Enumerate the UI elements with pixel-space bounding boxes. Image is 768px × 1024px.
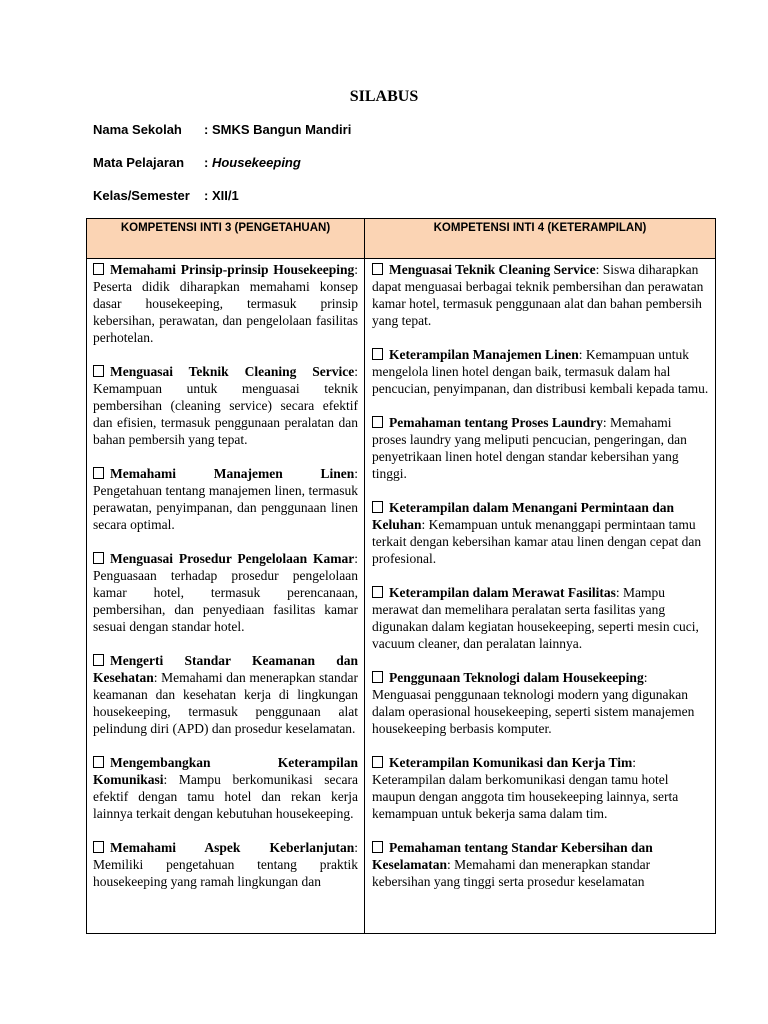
meta-value: : SMKS Bangun Mandiri — [204, 122, 352, 137]
ki3-item-title: Memahami Prinsip-prinsip Housekeeping — [110, 262, 355, 277]
ki3-item-title: Menguasai Teknik Cleaning Service — [110, 364, 355, 379]
ki4-item-title: Keterampilan Komunikasi dan Kerja Tim — [389, 755, 633, 770]
checkbox-bullet-icon — [372, 263, 383, 275]
checkbox-bullet-icon — [372, 348, 383, 360]
ki4-item — [372, 754, 709, 822]
ki3-item-desc: : Pengetahuan tentang manajemen linen, termasuk perawatan, penyimpanan, dan penggunaan linen secara optimal. — [93, 466, 358, 532]
ki4-item-desc: : Memahami dan menerapkan standar kebersihan yang tinggi serta prosedur keselamatan — [372, 857, 651, 889]
ki4-item — [372, 839, 709, 890]
checkbox-bullet-icon — [372, 501, 383, 513]
ki4-item — [372, 669, 709, 737]
ki3-item-title: Menguasai Prosedur Pengelolaan Kamar — [110, 551, 355, 566]
ki4-item-desc: : Siswa diharapkan dapat menguasai berbagai teknik pembersihan dan perawatan kamar hotel, termasuk penggunaan alat dan bahan pembersih yang tepat. — [372, 262, 704, 328]
ki4-item-title: Penggunaan Teknologi dalam Housekeeping — [389, 670, 644, 685]
ki4-item — [372, 414, 709, 482]
meta-row-subject — [93, 155, 301, 170]
checkbox-bullet-icon — [93, 756, 104, 768]
meta-value: Housekeeping — [211, 155, 301, 170]
meta-row-class — [93, 188, 239, 203]
ki4-item-title: Keterampilan dalam Merawat Fasilitas — [389, 585, 616, 600]
ki3-item — [93, 839, 358, 890]
ki4-item-desc: : Kemampuan untuk menanggapi permintaan tamu terkait dengan kebersihan kamar atau linen dengan cepat dan profesional. — [372, 517, 702, 566]
ki4-item-title: Menguasai Teknik Cleaning Service — [389, 262, 596, 277]
ki4-item-desc: : Memahami proses laundry yang meliputi pencucian, pengeringan, dan penyetrikaan linen hotel dengan standar kebersihan yang tinggi. — [372, 415, 687, 481]
checkbox-bullet-icon — [372, 416, 383, 428]
ki4-cell — [365, 259, 716, 934]
ki3-item-desc: : Peserta didik diharapkan memahami konsep dasar housekeeping, termasuk prinsip kebersihan, perawatan, dan pengelolaan fasilitas perhotelan. — [93, 262, 358, 345]
header-ki4: KOMPETENSI INTI 4 (KETERAMPILAN) — [365, 219, 716, 259]
checkbox-bullet-icon — [93, 467, 104, 479]
ki4-item — [372, 584, 709, 652]
meta-row-school — [93, 122, 351, 137]
ki3-item-title: Mengembangkan Keterampilan Komunikasi — [93, 755, 358, 787]
meta-label: Nama Sekolah — [93, 122, 182, 137]
checkbox-bullet-icon — [93, 841, 104, 853]
ki3-item — [93, 652, 358, 737]
ki3-item-desc: : Mampu berkomunikasi secara efektif dengan tamu hotel dan rekan kerja lainnya terkait dengan kebutuhan housekeeping. — [93, 772, 358, 821]
ki3-item — [93, 465, 358, 533]
ki3-item — [93, 363, 358, 448]
ki4-item-title: Keterampilan dalam Menangani Permintaan dan Keluhan — [372, 500, 675, 532]
checkbox-bullet-icon — [372, 841, 383, 853]
ki3-item-desc: : Kemampuan untuk menguasai teknik pembersihan (cleaning service) secara efektif dan efisien, termasuk penggunaan peralatan dan bahan pembersih yang tepat. — [93, 364, 358, 447]
meta-value-prefix: : — [204, 155, 212, 170]
ki4-item-desc: : Menguasai penggunaan teknologi modern yang digunakan dalam operasional housekeeping, seperti sistem manajemen housekeeping berbasis komputer. — [372, 670, 695, 736]
document-title: SILABUS — [349, 88, 419, 105]
checkbox-bullet-icon — [372, 671, 383, 683]
checkbox-bullet-icon — [93, 365, 104, 377]
ki4-item-desc: : Mampu merawat dan memelihara peralatan serta fasilitas yang digunakan dalam kegiatan housekeeping, seperti mesin cuci, vacuum cleaner, dan peralatan lainnya. — [372, 585, 699, 651]
meta-value: : XII/1 — [204, 188, 239, 203]
ki4-item-desc: : Kemampuan untuk mengelola linen hotel dengan baik, termasuk dalam hal pencucian, penyimpanan, dan distribusi kembali kepada tamu. — [372, 347, 709, 396]
checkbox-bullet-icon — [93, 263, 104, 275]
ki4-item-title: Keterampilan Manajemen Linen — [389, 347, 579, 362]
checkbox-bullet-icon — [372, 586, 383, 598]
syllabus-table — [86, 218, 716, 934]
ki3-cell — [87, 259, 365, 934]
ki4-item — [372, 346, 709, 397]
header-ki3: KOMPETENSI INTI 3 (PENGETAHUAN) — [87, 219, 365, 259]
ki3-item — [93, 550, 358, 635]
ki4-item-title: Pemahaman tentang Standar Kebersihan dan Keselamatan — [372, 840, 653, 872]
meta-label: Kelas/Semester — [93, 188, 190, 203]
ki4-list — [365, 259, 715, 931]
checkbox-bullet-icon — [372, 756, 383, 768]
ki4-item-title: Pemahaman tentang Proses Laundry — [389, 415, 603, 430]
ki3-item-title: Mengerti Standar Keamanan dan Kesehatan — [93, 653, 358, 685]
ki4-item-desc: : Keterampilan dalam berkomunikasi dengan tamu hotel maupun dengan anggota tim housekeeping lainnya, serta kemampuan untuk bekerja sama dalam tim. — [372, 755, 679, 821]
ki3-item-desc: : Penguasaan terhadap prosedur pengelolaan kamar hotel, termasuk perencanaan, pembersihan, dan penyediaan fasilitas kamar sesuai dengan standar hotel. — [93, 551, 358, 634]
ki4-item — [372, 499, 709, 567]
ki3-item-title: Memahami Aspek Keberlanjutan — [110, 840, 355, 855]
checkbox-bullet-icon — [93, 552, 104, 564]
ki3-item — [93, 261, 358, 346]
checkbox-bullet-icon — [93, 654, 104, 666]
ki3-item — [93, 754, 358, 822]
meta-label: Mata Pelajaran — [93, 155, 185, 170]
ki3-item-desc: : Memahami dan menerapkan standar keamanan dan kesehatan kerja di lingkungan housekeeping, termasuk penggunaan alat pelindung diri (APD) dan prosedur keselamatan. — [93, 670, 358, 736]
ki3-item-title: Memahami Manajemen Linen — [110, 466, 355, 481]
ki4-item — [372, 261, 709, 329]
ki3-item-desc: : Memiliki pengetahuan tentang praktik housekeeping yang ramah lingkungan dan — [93, 840, 358, 889]
ki3-list — [87, 259, 364, 931]
